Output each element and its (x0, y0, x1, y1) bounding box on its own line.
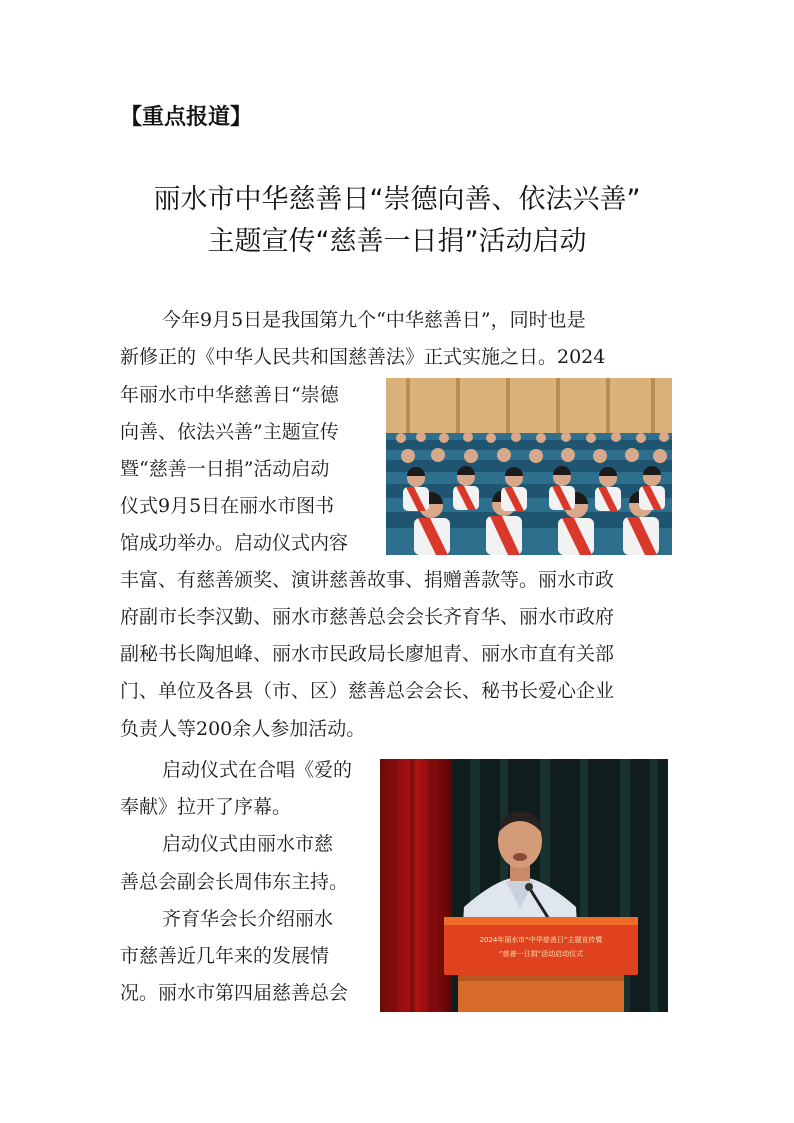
podium-line-2: “慈善一日捐”活动启动仪式 (498, 950, 584, 958)
body-line: 新修正的《中华人民共和国慈善法》正式实施之日。2024 (120, 346, 606, 368)
body-line: 年丽水市中华慈善日“崇德 (120, 384, 339, 406)
body-line: 向善、依法兴善”主题宣传 (120, 421, 339, 443)
body-line: 奉献》拉开了序幕。 (120, 796, 292, 818)
audience-photo (386, 378, 672, 555)
body-line: 暨“慈善一日捐”活动启动 (120, 458, 330, 480)
speaker-photo-illustration (380, 759, 668, 1012)
body-line: 门、单位及各县（市、区）慈善总会会长、秘书长爱心企业 (120, 680, 615, 702)
section-tag: 【重点报道】 (120, 105, 253, 130)
speaker-photo (380, 759, 668, 1012)
body-line: 况。丽水市第四届慈善总会 (120, 982, 349, 1004)
podium-line-1: 2024年丽水市“中华慈善日”主题宣传暨 (479, 936, 603, 944)
body-line: 齐育华会长介绍丽水 (162, 908, 334, 930)
body-line: 丰富、有慈善颁奖、演讲慈善故事、捐赠善款等。丽水市政 (120, 569, 615, 591)
audience-photo-illustration (386, 378, 672, 555)
body-line: 府副市长李汉勤、丽水市慈善总会会长齐育华、丽水市政府 (120, 606, 615, 628)
headline-line-2: 主题宣传“慈善一日捐”活动启动 (207, 226, 587, 257)
body-line: 市慈善近几年来的发展情 (120, 945, 330, 967)
body-line: 负责人等200余人参加活动。 (120, 718, 366, 740)
body-line: 启动仪式在合唱《爱的 (162, 759, 353, 781)
body-line: 善总会副会长周伟东主持。 (120, 871, 349, 893)
headline-line-1: 丽水市中华慈善日“崇德向善、依法兴善” (153, 184, 641, 215)
body-line: 副秘书长陶旭峰、丽水市民政局长廖旭青、丽水市直有关部 (120, 643, 615, 665)
body-line: 今年9月5日是我国第九个“中华慈善日”，同时也是 (162, 309, 586, 331)
body-line: 仪式9月5日在丽水市图书 (120, 495, 335, 517)
body-line: 馆成功举办。启动仪式内容 (120, 532, 349, 554)
body-line: 启动仪式由丽水市慈 (162, 833, 334, 855)
